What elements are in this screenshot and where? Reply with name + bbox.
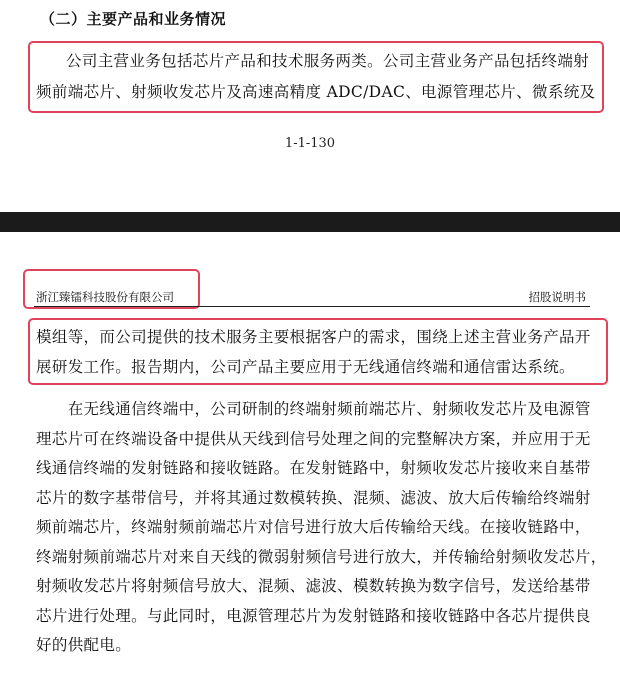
paragraph-line: 线通信终端的发射链路和接收链路。在发射链路中，射频收发芯片接收来自基带 [36,459,591,477]
header-document-type: 招股说明书 [528,290,586,304]
paragraph-line: 射频收发芯片将射频信号放大、混频、滤波、模数转换为数字信号，发送给基带 [36,577,591,595]
paragraph-line: 模组等，而公司提供的技术服务主要根据客户的需求，围绕上述主营业务产品开 [36,328,591,346]
body-paragraph [36,395,607,661]
page-break-band [0,212,620,232]
paragraph-line: 芯片的数字基带信号，并将其通过数模转换、混频、滤波、放大后传输给终端射 [36,488,591,507]
paragraph-line: 芯片进行处理。与此同时，电源管理芯片为发射链路和接收链路中各芯片提供良 [36,606,591,625]
paragraph-line: 频前端芯片，终端射频前端芯片对信号进行放大后传输给天线。在接收链路中， [36,518,591,536]
paragraph-line: 在无线通信终端中，公司研制的终端射频前端芯片、射频收发芯片及电源管 [36,400,591,418]
paragraph-line: 终端射频前端芯片对来自天线的微弱射频信号进行放大，并传输给射频收发芯片， [36,547,607,566]
paragraph-line: 好的供配电。 [36,636,132,654]
section-title: （二）主要产品和业务情况 [40,10,227,28]
paragraph-line: 理芯片可在终端设备中提供从天线到信号处理之间的完整解决方案，并应用于无 [36,429,591,448]
paragraph-line: 频前端芯片、射频收发芯片及高速高精度 ADC/DAC、电源管理芯片、微系统及 [36,83,596,101]
paragraph-line: 展研发工作。报告期内，公司产品主要应用于无线通信终端和通信雷达系统。 [36,358,575,376]
page-number: 1-1-130 [284,136,336,151]
paragraph-line: 公司主营业务包括芯片产品和技术服务两类。公司主营业务产品包括终端射 [66,52,590,70]
header-divider [34,306,590,307]
header-company-name: 浙江臻镭科技股份有限公司 [36,290,174,304]
